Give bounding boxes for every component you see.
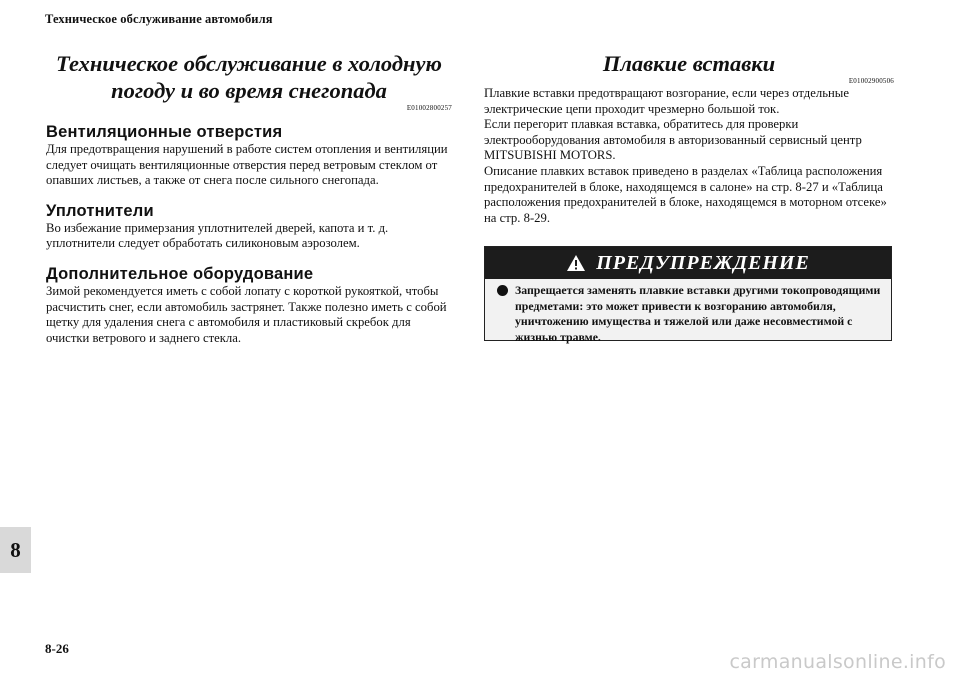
- right-column: [484, 50, 894, 226]
- heading-vents: Вентиляционные отверстия: [46, 123, 283, 141]
- bullet-icon: [497, 285, 508, 296]
- chapter-tab: 8: [0, 527, 31, 573]
- warning-body: [485, 279, 891, 345]
- text-seals: Во избежание примерзания уплотнителей дверей, капота и т. д. уплотнители следует обработать силиконовым аэрозолем.: [46, 220, 389, 251]
- warning-title: ПРЕДУПРЕЖДЕНИЕ: [596, 251, 810, 274]
- warning-text: Запрещается заменять плавкие вставки другими токопроводящими предметами: это может привести к возгоранию автомобиля, уничтожению имущества и тяжелой или даже несовместимой с жизнью травме.: [515, 283, 881, 344]
- warning-box: [484, 246, 892, 344]
- left-column: [46, 50, 452, 346]
- heading-equipment: Дополнительное оборудование: [46, 264, 314, 283]
- page-number: 8-26: [45, 641, 69, 656]
- warning-header: [485, 247, 891, 279]
- fuse-para-1: Плавкие вставки предотвращают возгорание, если через отдельные электрические цепи проходит чрезмерно большой ток.: [484, 86, 849, 116]
- text-vents: Для предотвращения нарушений в работе систем отопления и вентиляции следует очищать вентиляционные отверстия перед ветровым стеклом от опавших листьев, а также от снега после сильного снегопада.: [46, 142, 448, 188]
- text-equipment: Зимой рекомендуется иметь с собой лопату с короткой рукояткой, чтобы расчистить снег, если автомобиль застрянет. Также полезно иметь с собой щетку для удаления снега с автомобиля и пластиковый скребок для очистки ветрового и заднего стекла.: [46, 283, 447, 345]
- fuse-para-3: Описание плавких вставок приведено в разделах «Таблица расположения предохранителей в блоке, находящемся в салоне» на стр. 8-27 и «Таблица расположения предохранителей в блоке, находящемся в моторном отсеке» на стр. 8-29.: [484, 163, 887, 225]
- right-title: Плавкие вставки: [602, 51, 776, 76]
- fuse-para-2: Если перегорит плавкая вставка, обратитесь для проверки электрооборудования автомобиля в авторизованный сервисный центр MITSUBISHI MOTORS.: [484, 117, 862, 163]
- running-head: Техническое обслуживание автомобиля: [45, 12, 273, 26]
- left-section-code: E01002800257: [406, 104, 452, 112]
- warning-triangle-icon: [566, 254, 586, 272]
- heading-seals: Уплотнители: [46, 201, 154, 220]
- watermark: carmanualsonline.info: [729, 651, 946, 673]
- left-title: Техническое обслуживание в холодную погоду и во время снегопада: [56, 51, 442, 103]
- right-section-code: E01002900506: [848, 77, 894, 85]
